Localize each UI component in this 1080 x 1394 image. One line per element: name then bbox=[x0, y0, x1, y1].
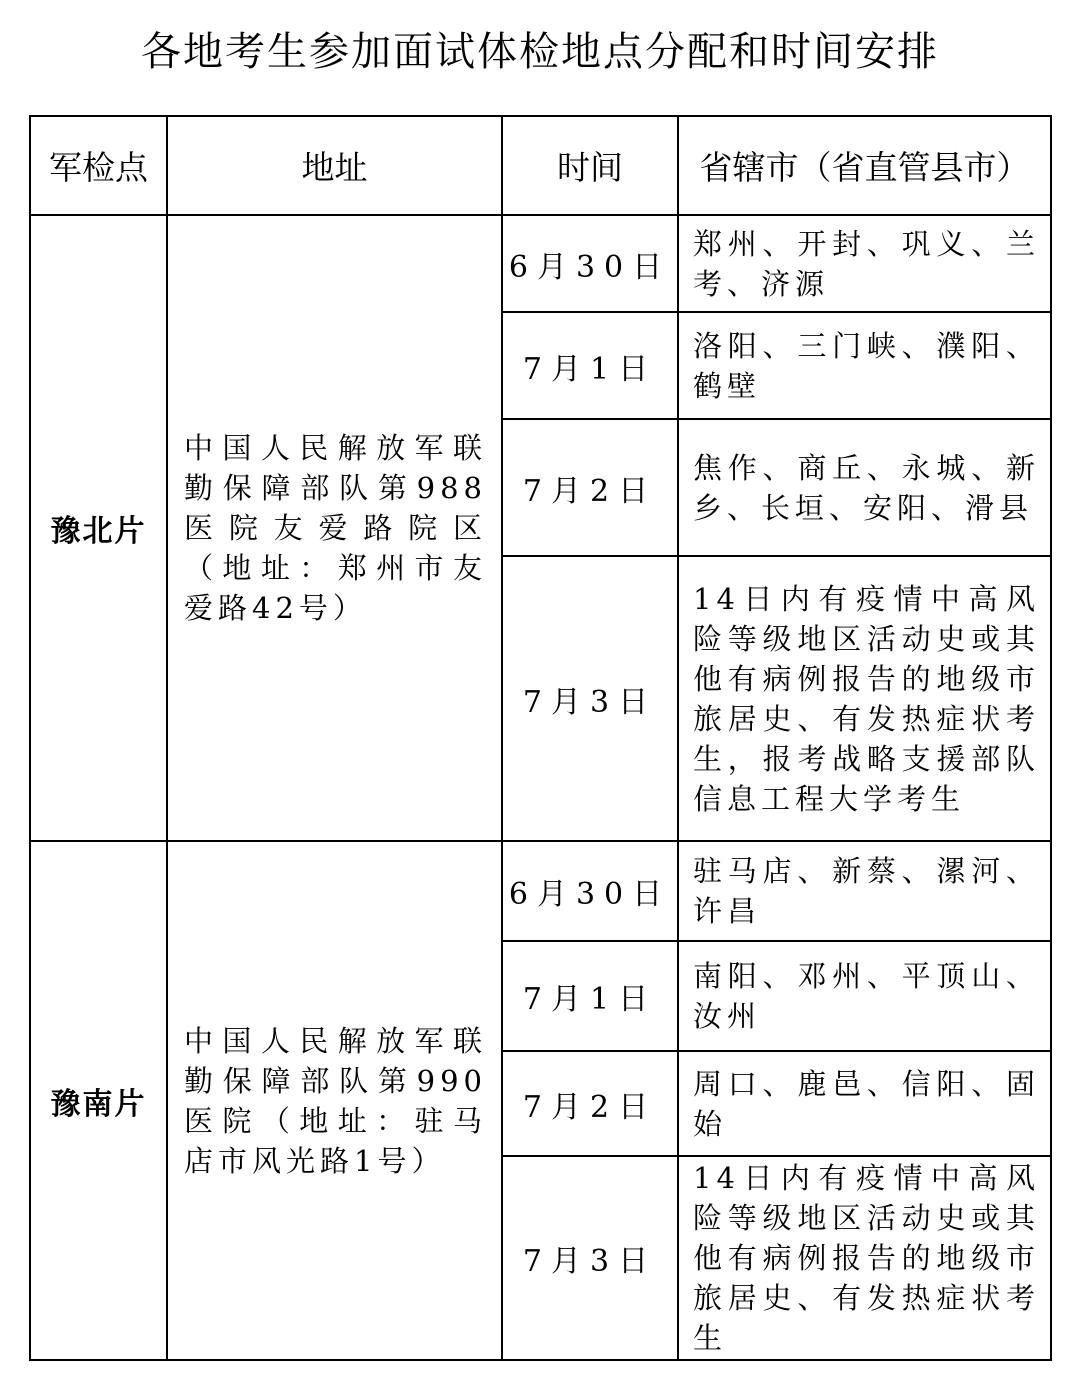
slot-cities: 焦作、商丘、永城、新乡、长垣、安阳、滑县 bbox=[678, 419, 1051, 556]
page-title: 各地考生参加面试体检地点分配和时间安排 bbox=[141, 29, 939, 75]
slot-date: 6月30日 bbox=[502, 841, 678, 941]
table-row bbox=[30, 215, 1051, 312]
slot-date: 7月2日 bbox=[502, 1051, 678, 1156]
slot-cities: 郑州、开封、巩义、兰考、济源 bbox=[678, 215, 1051, 312]
region-name: 豫南片 bbox=[30, 841, 167, 1360]
slot-cities: 14日内有疫情中高风险等级地区活动史或其他有病例报告的地级市旅居史、有发热症状考生 bbox=[678, 1156, 1051, 1360]
region-address: 中国人民解放军联勤保障部队第990医院（地址：驻马店市风光路1号） bbox=[167, 841, 502, 1360]
slot-date: 7月3日 bbox=[502, 1156, 678, 1360]
slot-cities: 南阳、邓州、平顶山、汝州 bbox=[678, 941, 1051, 1051]
slot-date: 6月30日 bbox=[502, 215, 678, 312]
slot-date: 7月3日 bbox=[502, 556, 678, 841]
table-row bbox=[30, 841, 1051, 941]
header-row bbox=[30, 116, 1051, 215]
region-address: 中国人民解放军联勤保障部队第988医院友爱路院区（地址：郑州市友爱路42号） bbox=[167, 215, 502, 841]
region-name: 豫北片 bbox=[30, 215, 167, 841]
slot-date: 7月1日 bbox=[502, 941, 678, 1051]
header-address: 地址 bbox=[167, 116, 502, 215]
slot-cities: 14日内有疫情中高风险等级地区活动史或其他有病例报告的地级市旅居史、有发热症状考生，报考战略支援部队信息工程大学考生 bbox=[678, 556, 1051, 841]
slot-cities: 驻马店、新蔡、漯河、许昌 bbox=[678, 841, 1051, 941]
slot-date: 7月1日 bbox=[502, 312, 678, 419]
header-checkpoint: 军检点 bbox=[30, 116, 167, 215]
header-cities: 省辖市（省直管县市） bbox=[678, 116, 1051, 215]
header-time: 时间 bbox=[502, 116, 678, 215]
slot-cities: 洛阳、三门峡、濮阳、鹤壁 bbox=[678, 312, 1051, 419]
slot-date: 7月2日 bbox=[502, 419, 678, 556]
schedule-table bbox=[29, 115, 1052, 1361]
slot-cities: 周口、鹿邑、信阳、固始 bbox=[678, 1051, 1051, 1156]
